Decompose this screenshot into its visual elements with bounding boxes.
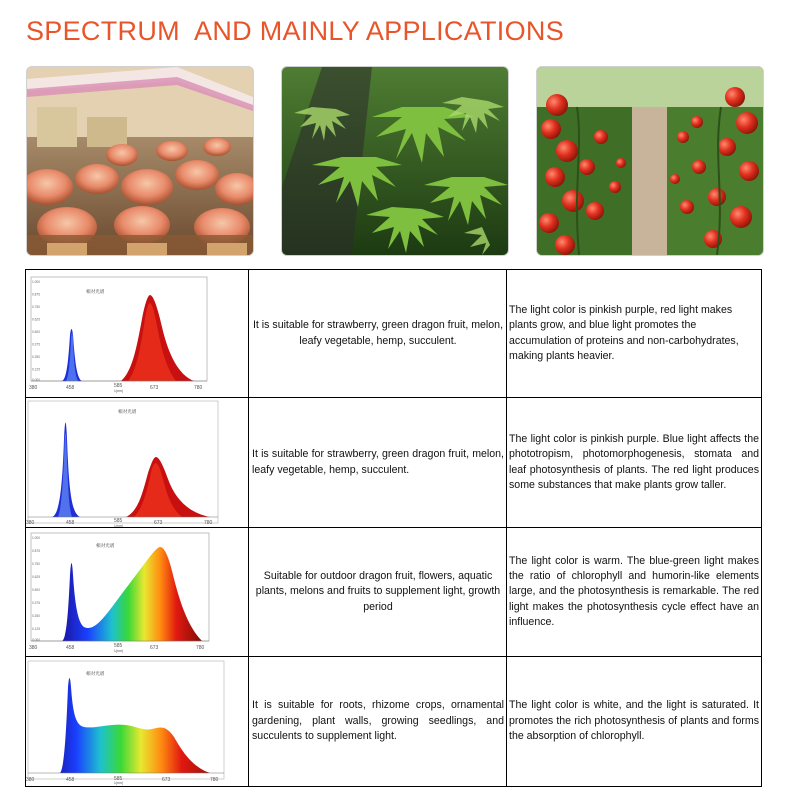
y-tick-label: 0.875 bbox=[32, 549, 40, 554]
x-axis-label: λ(nm) bbox=[114, 523, 124, 527]
y-tick-label: 0.500 bbox=[32, 329, 40, 334]
x-tick-label: 673 bbox=[154, 519, 163, 526]
spectrum-chart-cell bbox=[26, 528, 249, 656]
x-tick-label: 380 bbox=[26, 777, 35, 784]
chart-heading: 相对光谱 bbox=[96, 543, 115, 549]
y-tick-label: 0.500 bbox=[32, 588, 40, 593]
y-tick-label: 0.250 bbox=[32, 614, 40, 619]
y-tick-label: 0.750 bbox=[32, 304, 40, 309]
y-tick-label: 0.125 bbox=[32, 367, 40, 372]
x-tick-label: 780 bbox=[194, 384, 203, 391]
x-tick-label: 673 bbox=[150, 384, 159, 391]
spectrum-chart-cell bbox=[26, 270, 249, 398]
description-cell: The light color is pinkish purple. Blue light affects the phototropism, photomorphogenesis, stomata and leaf photosynthesis of plants. The red light produces some substances that make plants grow taller. bbox=[507, 398, 762, 528]
x-tick-label: 458 bbox=[66, 645, 75, 652]
y-tick-label: 0.000 bbox=[32, 638, 40, 643]
application-cell: It is suitable for strawberry, green dragon fruit, melon, leafy vegetable, hemp, succulent. bbox=[249, 398, 507, 528]
chart-heading: 相对光谱 bbox=[86, 671, 105, 677]
table-row bbox=[26, 270, 762, 398]
y-tick-label: 0.250 bbox=[32, 354, 40, 359]
x-tick-label: 585 bbox=[114, 776, 123, 783]
hemp-field-photo bbox=[281, 66, 509, 256]
table-row bbox=[26, 656, 762, 786]
x-tick-label: 380 bbox=[26, 519, 35, 526]
x-tick-label: 585 bbox=[114, 517, 123, 524]
y-tick-label: 0.000 bbox=[32, 377, 40, 382]
description-cell: The light color is warm. The blue-green light makes the ratio of chlorophyll and humorin-like elements large, and the photosynthesis is remarkable. The red light makes the photosynthesis cycle effect have an influence. bbox=[507, 528, 762, 656]
y-tick-label: 0.125 bbox=[32, 627, 40, 632]
x-tick-label: 380 bbox=[29, 384, 38, 391]
x-axis-label: λ(nm) bbox=[114, 781, 124, 786]
table-row bbox=[26, 398, 762, 528]
x-tick-label: 458 bbox=[66, 777, 75, 784]
chart-heading: 相对光谱 bbox=[118, 408, 137, 414]
x-tick-label: 458 bbox=[66, 519, 75, 526]
spectrum-chart-2 bbox=[26, 399, 246, 527]
x-axis-label: λ(nm) bbox=[114, 388, 124, 393]
y-tick-label: 0.375 bbox=[32, 342, 40, 347]
y-tick-label: 0.875 bbox=[32, 292, 40, 297]
description-cell: The light color is pinkish purple, red light makes plants grow, and blue light promotes the accumulation of proteins and non-carbohydrates, making plants heavier. bbox=[507, 270, 762, 398]
y-tick-label: 0.625 bbox=[32, 575, 40, 580]
x-tick-label: 673 bbox=[150, 645, 159, 652]
x-tick-label: 780 bbox=[210, 777, 219, 784]
description-cell: The light color is white, and the light is saturated. It promotes the rich photosynthesis of plants and forms the absorption of chlorophyll. bbox=[507, 656, 762, 786]
spectrum-chart-1 bbox=[26, 271, 246, 397]
table-row bbox=[26, 528, 762, 656]
chart-heading: 相对光谱 bbox=[86, 288, 105, 294]
x-axis-label: λ(nm) bbox=[114, 649, 124, 654]
y-tick-label: 0.750 bbox=[32, 562, 40, 567]
y-tick-label: 1.000 bbox=[32, 279, 40, 284]
spectrum-table bbox=[25, 269, 762, 787]
application-cell: Suitable for outdoor dragon fruit, flowers, aquatic plants, melons and fruits to supplement light, growth period bbox=[249, 528, 507, 656]
x-tick-label: 585 bbox=[114, 643, 123, 650]
y-tick-label: 0.625 bbox=[32, 317, 40, 322]
spectrum-chart-cell bbox=[26, 656, 249, 786]
x-tick-label: 673 bbox=[162, 777, 171, 784]
application-cell: It is suitable for strawberry, green dragon fruit, melon, leafy vegetable, hemp, succulent. bbox=[249, 270, 507, 398]
x-tick-label: 780 bbox=[196, 645, 205, 652]
spectrum-chart-3 bbox=[26, 529, 246, 655]
tomato-greenhouse-photo bbox=[536, 66, 764, 256]
x-tick-label: 380 bbox=[29, 645, 38, 652]
x-tick-label: 458 bbox=[66, 384, 75, 391]
y-tick-label: 0.375 bbox=[32, 601, 40, 606]
page-title: SPECTRUM AND MAINLY APPLICATIONS bbox=[26, 16, 565, 46]
y-tick-labels bbox=[32, 280, 40, 382]
spectrum-chart-cell bbox=[26, 398, 249, 528]
spectrum-chart-4 bbox=[26, 657, 246, 785]
y-tick-label: 1.000 bbox=[32, 536, 40, 541]
succulents-under-grow-light-photo bbox=[26, 66, 254, 256]
x-tick-label: 585 bbox=[114, 382, 123, 389]
application-cell: It is suitable for roots, rhizome crops, ornamental gardening, plant walls, growing seedlings, and succulents to supplement light. bbox=[249, 656, 507, 786]
x-tick-label: 780 bbox=[204, 519, 213, 526]
